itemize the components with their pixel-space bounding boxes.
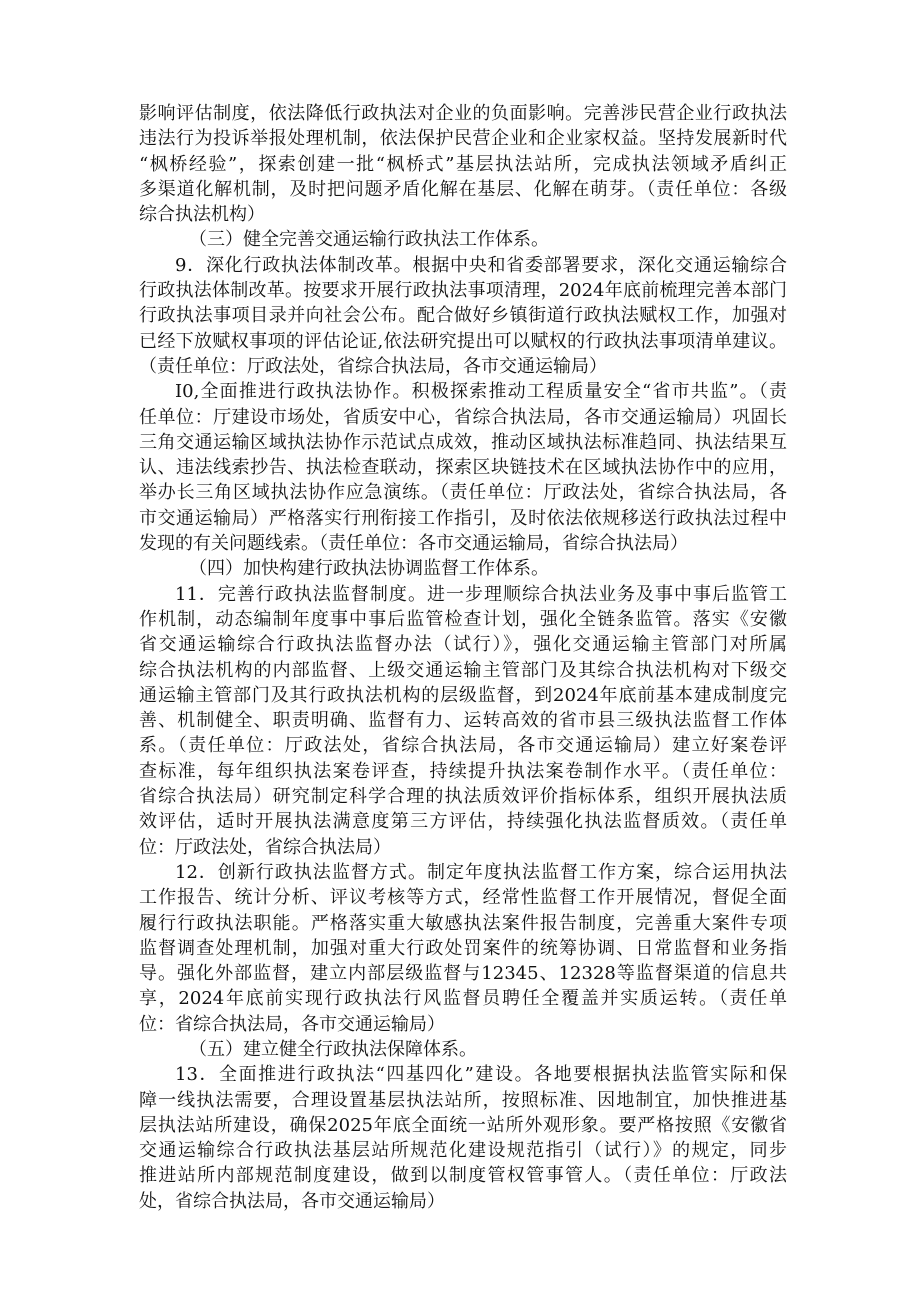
section-heading: （三）健全完善交通运输行政执法工作体系。: [189, 229, 549, 251]
document-body: [139, 101, 787, 1214]
text-line: 障一线执法需要，合理设置基层执法站所，按照标准、因地制宜，加快推进基: [139, 1089, 787, 1111]
text-line: 违法行为投诉举报处理机制，依法保护民营企业和企业家权益。坚持发展新时代: [139, 128, 787, 150]
text-line: 综合执法机构的内部监督、上级交通运输主管部门及其综合执法机构对下级交: [139, 659, 787, 681]
text-line: 善、机制健全、职责明确、监督有力、运转高效的省市县三级执法监督工作体: [139, 710, 787, 732]
text-line: 已经下放赋权事项的评估论证,依法研究提出可以赋权的行政执法事项清单建议。: [139, 330, 787, 352]
text-line: 效评估，适时开展执法满意度第三方评估，持续强化执法监督质效。（责任单: [139, 811, 787, 833]
text-line: 履行行政执法职能。严格落实重大敏感执法案件报告制度，完善重大案件专项: [139, 912, 787, 934]
text-line: 监督调查处理机制，加强对重大行政处罚案件的统筹协调、日常监督和业务指: [139, 937, 787, 959]
text-line: 层执法站所建设，确保2025年底全面统一站所外观形象。要严格按照《安徽省: [139, 1114, 787, 1136]
text-line: 市交通运输局）严格落实行刑衔接工作指引，及时依法依规移送行政执法过程中: [139, 507, 787, 529]
text-line: 位：厅政法处，省综合执法局）: [139, 836, 391, 858]
text-line: 认、违法线索抄告、执法检查联动，探索区块链技术在区域执法协作中的应用，: [139, 457, 787, 479]
text-line: 9．深化行政执法体制改革。根据中央和省委部署要求，深化交通运输综合: [175, 254, 787, 276]
text-line: 综合执法机构）: [139, 204, 265, 226]
text-line: 查标准，每年组织执法案卷评查，持续提升执法案卷制作水平。（责任单位：: [139, 760, 787, 782]
text-line: “枫桥经验”，探索创建一批“枫桥式”基层执法站所，完成执法领域矛盾纠正: [139, 153, 787, 175]
text-line: 交通运输综合行政执法基层站所规范化建设规范指引（试行）》的规定，同步: [139, 1140, 787, 1162]
text-line: 12．创新行政执法监督方式。制定年度执法监督工作方案，综合运用执法: [175, 861, 787, 883]
text-line: 作机制，动态编制年度事中事后监管检查计划，强化全链条监管。落实《安徽: [139, 608, 787, 630]
text-line: 省综合执法局）研究制定科学合理的执法质效评价指标体系，组织开展执法质: [139, 786, 787, 808]
text-line: 系。（责任单位：厅政法处，省综合执法局，各市交通运输局）建立好案卷评: [139, 735, 787, 757]
text-line: 通运输主管部门及其行政执法机构的层级监督，到2024年底前基本建成制度完: [139, 684, 787, 706]
text-line: I0,全面推进行政执法协作。积极探索推动工程质量安全“省市共监”。（责: [175, 381, 787, 403]
text-line: 推进站所内部规范制度建设，做到以制度管权管事管人。（责任单位：厅政法: [139, 1165, 787, 1187]
section-heading: （四）加快构建行政执法协调监督工作体系。: [189, 558, 549, 580]
text-line: 影响评估制度，依法降低行政执法对企业的负面影响。完善涉民营企业行政执法: [139, 103, 787, 124]
text-line: 享，2024年底前实现行政执法行风监督员聘任全覆盖并实质运转。（责任单: [139, 988, 787, 1010]
text-line: 工作报告、统计分析、评议考核等方式，经常性监督工作开展情况，督促全面: [139, 887, 787, 909]
text-line: （责任单位：厅政法处，省综合执法局，各市交通运输局）: [139, 355, 607, 377]
text-line: 举办长三角区域执法协作应急演练。（责任单位：厅政法处，省综合执法局，各: [139, 482, 787, 504]
text-line: 发现的有关问题线索。（责任单位：各市交通运输局，省综合执法局）: [139, 533, 688, 555]
text-line: 三角交通运输区域执法协作示范试点成效，推动区域执法标准趋同、执法结果互: [139, 431, 787, 453]
section-heading: （五）建立健全行政执法保障体系。: [189, 1038, 477, 1060]
text-line: 行政执法体制改革。按要求开展行政执法事项清理，2024年底前梳理完善本部门: [139, 280, 787, 302]
text-line: 行政执法事项目录并向社会公布。配合做好乡镇街道行政执法赋权工作，加强对: [139, 305, 787, 327]
text-line: 多渠道化解机制，及时把问题矛盾化解在基层、化解在萌芽。（责任单位：各级: [139, 178, 787, 200]
text-line: 处，省综合执法局，各市交通运输局）: [139, 1190, 445, 1212]
text-line: 13．全面推进行政执法“四基四化”建设。各地要根据执法监管实际和保: [175, 1064, 787, 1086]
text-line: 省交通运输综合行政执法监督办法（试行）》，强化交通运输主管部门对所属: [139, 634, 787, 656]
text-line: 导。强化外部监督，建立内部层级监督与12345、12328等监督渠道的信息共: [139, 963, 787, 985]
text-line: 11．完善行政执法监督制度。进一步理顺综合执法业务及事中事后监管工: [175, 583, 787, 605]
text-line: 任单位：厅建设市场处，省质安中心，省综合执法局，各市交通运输局）巩固长: [139, 406, 787, 428]
text-line: 位：省综合执法局，各市交通运输局）: [139, 1013, 445, 1035]
